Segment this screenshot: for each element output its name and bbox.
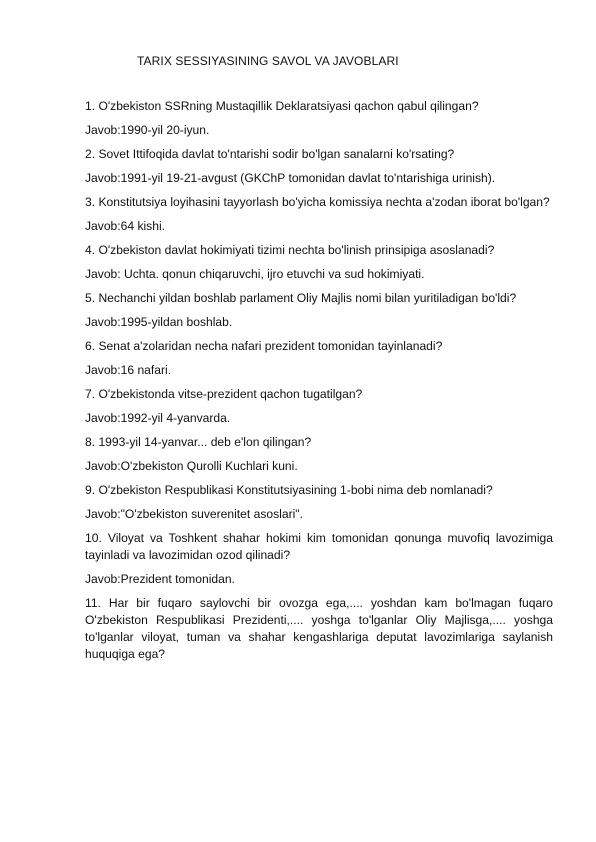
answer-7: Javob:1992-yil 4-yanvarda. [85, 411, 231, 425]
question-11: 11. Har bir fuqaro saylovchi bir ovozga ega,.... yoshdan kam bo'lmagan fuqaro O'zbekiston Respublikasi Prezidenti,.... yoshga to'lganlar Oliy Majlisga,.... yoshga to'lganlar viloyat, tuman va shahar kengashlariga deputat lavozimlariga saylanish huquqiga ega? [85, 596, 553, 661]
question-8: 8. 1993-yil 14-yanvar... deb e'lon qilingan? [85, 435, 312, 449]
question-9: 9. O'zbekiston Respublikasi Konstitutsiyasining 1-bobi nima deb nomlanadi? [85, 483, 493, 497]
answer-5: Javob:1995-yildan boshlab. [85, 315, 233, 329]
document-title: TARIX SESSIYASINING SAVOL VA JAVOBLARI [137, 54, 399, 68]
question-1: 1. O'zbekiston SSRning Mustaqillik Deklaratsiyasi qachon qabul qilingan? [85, 99, 479, 113]
question-2: 2. Sovet Ittifoqida davlat to'ntarishi sodir bo'lgan sanalarni ko'rsating? [85, 147, 455, 161]
answer-2: Javob:1991-yil 19-21-avgust (GKChP tomonidan davlat to'ntarishiga urinish). [85, 171, 496, 185]
answer-6: Javob:16 nafari. [85, 363, 172, 377]
question-7: 7. O'zbekistonda vitse-prezident qachon tugatilgan? [85, 387, 363, 401]
question-10: 10. Viloyat va Toshkent shahar hokimi kim tomonidan qonunga muvofiq lavozimiga tayinladi va lavozimidan ozod qilinadi? [85, 531, 553, 562]
answer-10: Javob:Prezident tomonidan. [85, 572, 235, 586]
question-4: 4. O'zbekiston davlat hokimiyati tizimi nechta bo'linish prinsipiga asoslanadi? [85, 243, 495, 257]
answer-3: Javob:64 kishi. [85, 219, 165, 233]
question-6: 6. Senat a'zolaridan necha nafari prezident tomonidan tayinlanadi? [85, 339, 443, 353]
question-5: 5. Nechanchi yildan boshlab parlament Oliy Majlis nomi bilan yuritiladigan bo'ldi? [85, 291, 517, 305]
qa-list [85, 98, 553, 663]
question-3: 3. Konstitutsiya loyihasini tayyorlash bo'yicha komissiya nechta a'zodan iborat bo'lgan? [85, 195, 550, 209]
answer-1: Javob:1990-yil 20-iyun. [85, 123, 210, 137]
answer-9: Javob:"O'zbekiston suverenitet asoslari". [85, 507, 303, 521]
answer-8: Javob:O'zbekiston Qurolli Kuchlari kuni. [85, 459, 298, 473]
answer-4: Javob: Uchta. qonun chiqaruvchi, ijro etuvchi va sud hokimiyati. [85, 267, 425, 281]
document-page [85, 54, 553, 670]
